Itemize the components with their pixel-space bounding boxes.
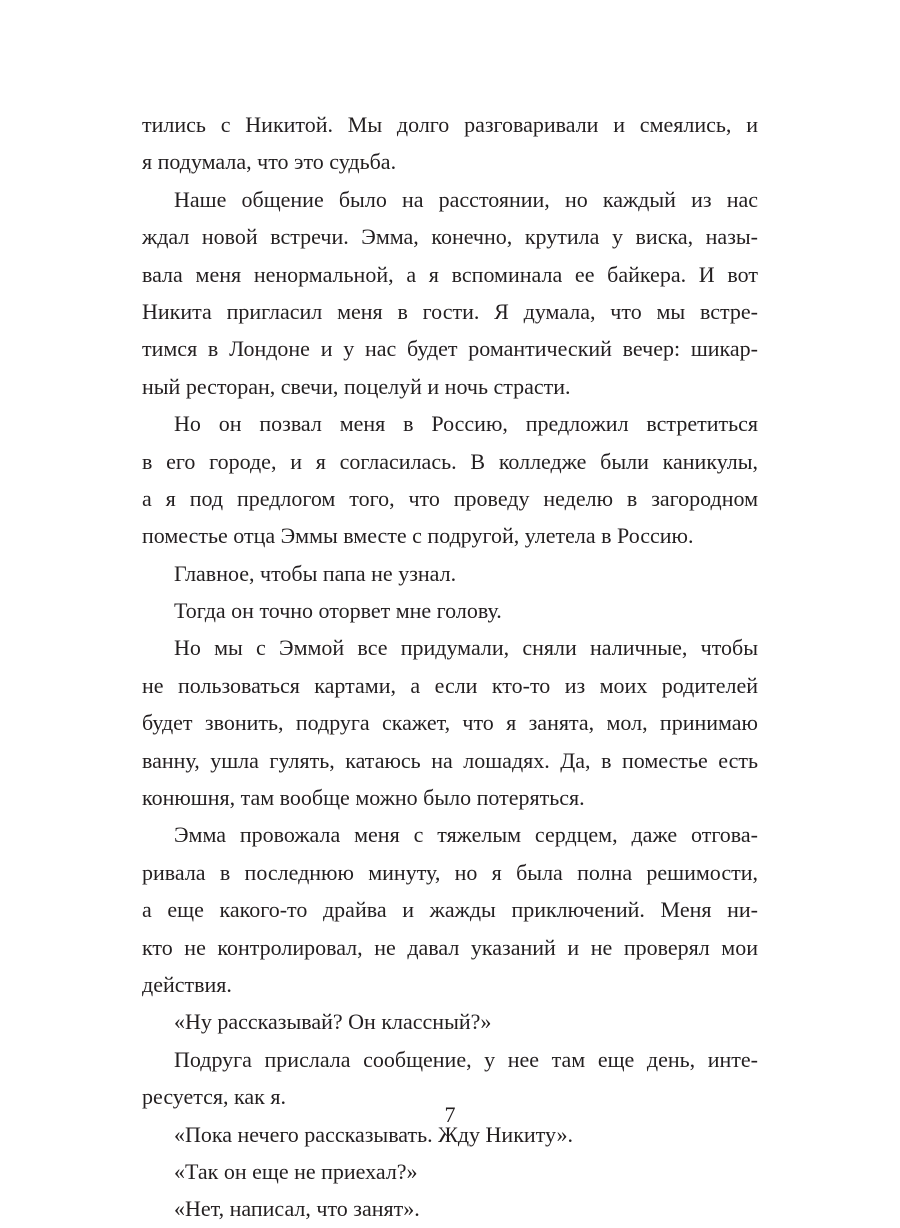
text-line: вала меня ненормальной, а я вспоминала ее байкера. И вот xyxy=(142,261,758,287)
text-line: «Так он еще не приехал?» xyxy=(174,1158,418,1184)
text-line: будет звонить, подруга скажет, что я занята, мол, принимаю xyxy=(142,710,758,736)
text-line: Эмма провожала меня с тяжелым сердцем, даже отгова- xyxy=(174,822,758,848)
text-line: а я под предлогом того, что проведу неделю в загородном xyxy=(142,485,758,511)
text-line: «Нет, написал, что занят». xyxy=(174,1196,420,1222)
text-line: Но мы с Эммой все придумали, сняли наличные, чтобы xyxy=(174,635,758,661)
text-line: «Ну рассказывай? Он классный?» xyxy=(174,1009,492,1035)
page-number: 7 xyxy=(444,1102,456,1127)
text-line: ванну, ушла гулять, катаюсь на лошадях. Да, в поместье есть xyxy=(142,747,758,773)
text-line: Подруга прислала сообщение, у нее там еще день, инте- xyxy=(174,1046,758,1072)
body-text xyxy=(142,106,758,1228)
text-line: конюшня, там вообще можно было потеряться. xyxy=(142,785,585,811)
text-line: а еще какого-то драйва и жажды приключений. Меня ни- xyxy=(142,897,758,923)
text-line: ждал новой встречи. Эмма, конечно, крутила у виска, назы- xyxy=(142,224,758,250)
text-line: Главное, чтобы папа не узнал. xyxy=(174,560,457,586)
text-line: поместье отца Эммы вместе с подругой, улетела в Россию. xyxy=(142,523,694,549)
text-line: не пользоваться картами, а если кто-то из моих родителей xyxy=(142,672,758,698)
text-line: Наше общение было на расстоянии, но каждый из нас xyxy=(174,186,758,212)
text-line: тились с Никитой. Мы долго разговаривали и смеялись, и xyxy=(142,112,758,137)
text-line: кто не контролировал, не давал указаний и не проверял мои xyxy=(142,934,758,960)
text-line: ный ресторан, свечи, поцелуй и ночь страсти. xyxy=(142,373,571,399)
text-line: Но он позвал меня в Россию, предложил встретиться xyxy=(174,411,758,437)
text-line: ресуется, как я. xyxy=(142,1084,286,1110)
text-line: тимся в Лондоне и у нас будет романтический вечер: шикар- xyxy=(142,336,758,362)
text-line: в его городе, и я согласилась. В колледже были каникулы, xyxy=(142,448,758,474)
text-line: я подумала, что это судьба. xyxy=(142,149,397,175)
text-line: ривала в последнюю минуту, но я была полна решимости, xyxy=(142,859,758,885)
text-line: Никита пригласил меня в гости. Я думала, что мы встре- xyxy=(142,298,758,324)
text-line: действия. xyxy=(142,971,232,997)
text-line: «Пока нечего рассказывать. Жду Никиту». xyxy=(174,1121,574,1147)
text-line: Тогда он точно оторвет мне голову. xyxy=(174,598,502,624)
